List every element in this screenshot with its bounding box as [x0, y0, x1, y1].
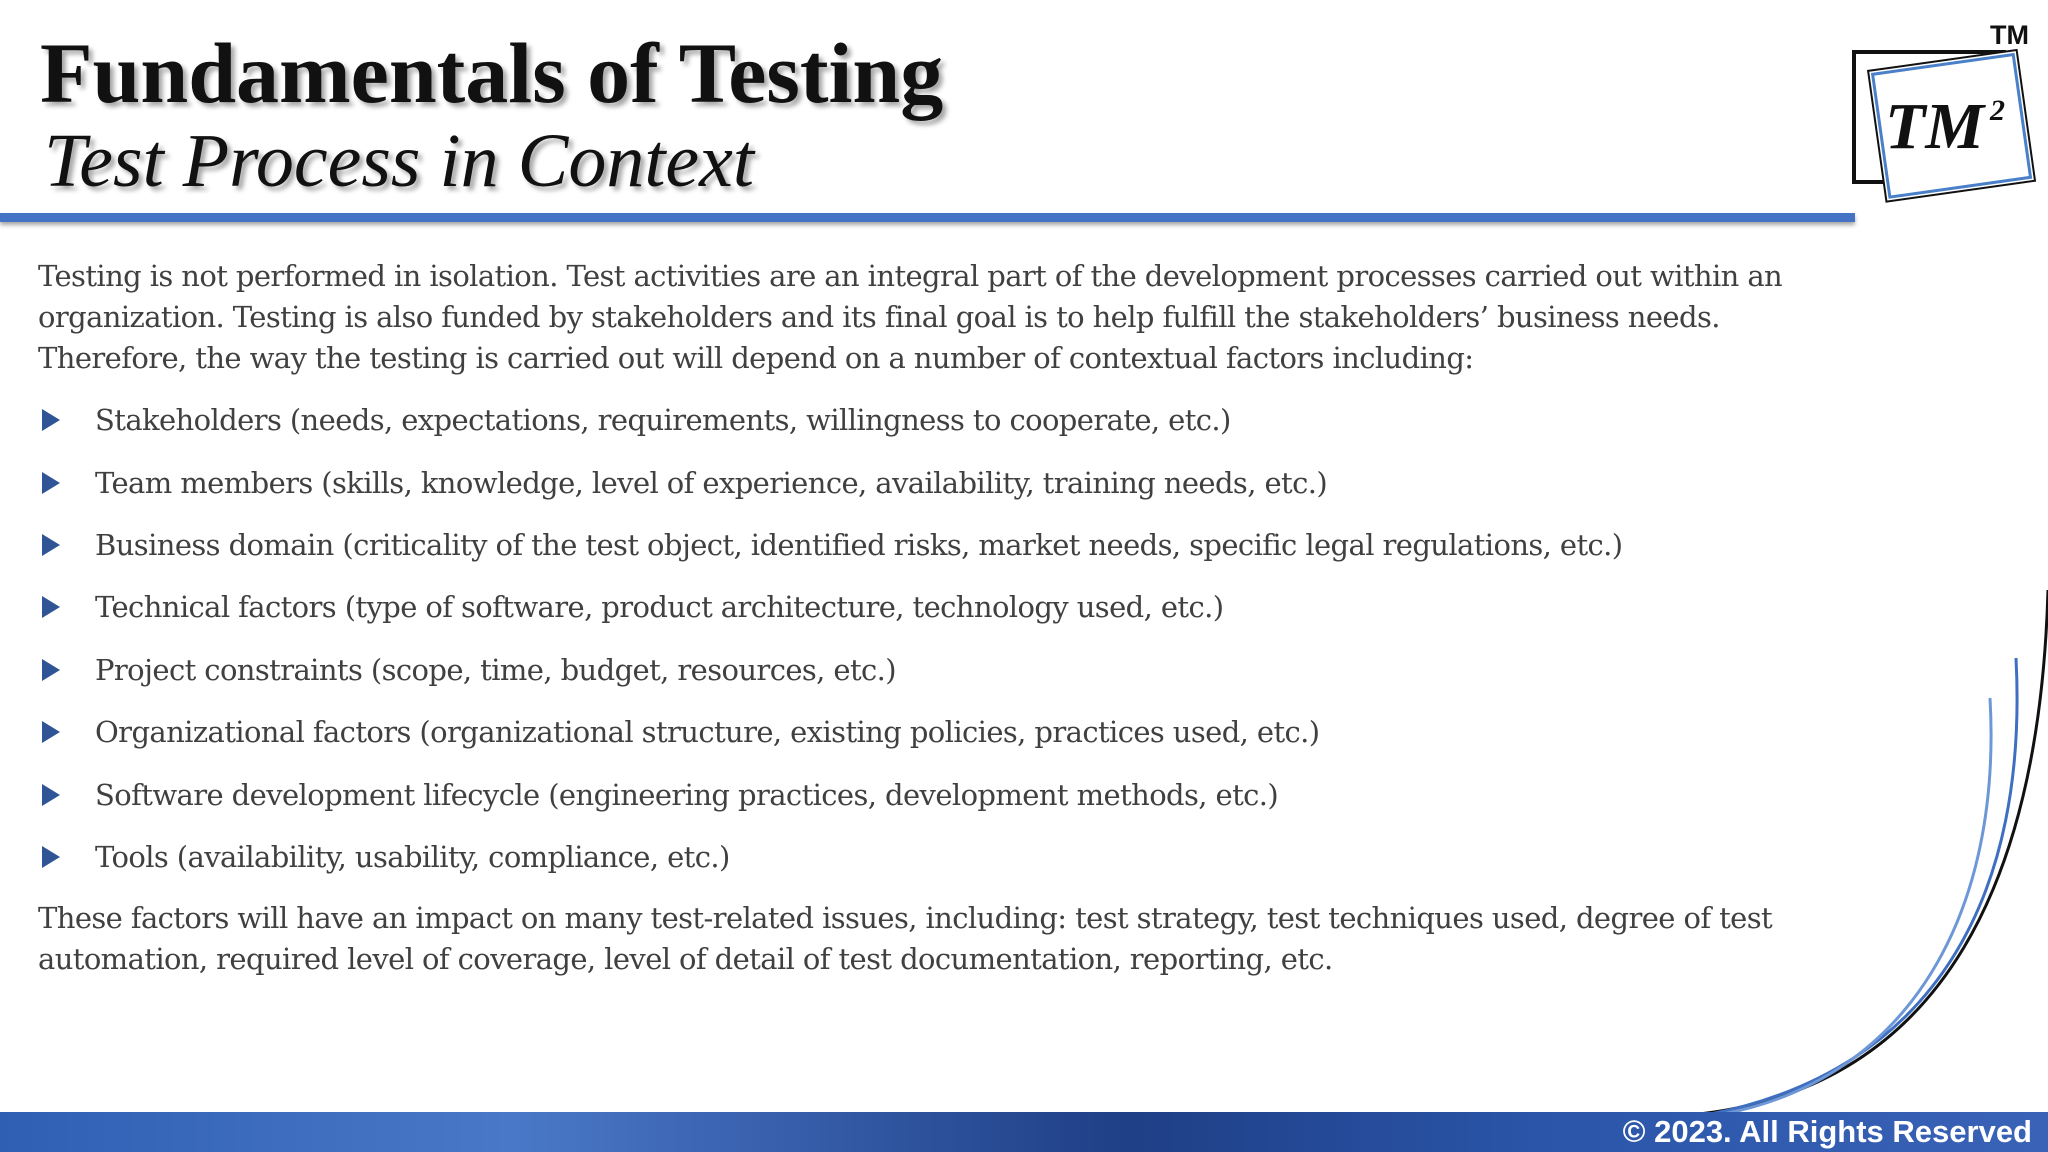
triangle-bullet-icon [42, 846, 60, 868]
slide-title: Fundamentals of Testing [40, 25, 944, 121]
list-item [38, 389, 1848, 451]
copyright-notice: © 2023. All Rights Reserved [1622, 1114, 2032, 1149]
slide-subtitle: Test Process in Context [44, 119, 755, 203]
list-item-text: Software development lifecycle (engineering practices, development methods, etc.) [95, 777, 1279, 812]
logo-text: TM [1885, 90, 1984, 163]
list-item [38, 763, 1848, 825]
list-item-text: Stakeholders (needs, expectations, requirements, willingness to cooperate, etc.) [95, 403, 1231, 438]
list-item [38, 701, 1848, 763]
list-item-text: Organizational factors (organizational structure, existing policies, practices used, etc.) [95, 715, 1320, 750]
list-item-text: Project constraints (scope, time, budget, resources, etc.) [95, 652, 897, 687]
list-item [38, 826, 1848, 888]
list-item-text: Tools (availability, usability, compliance, etc.) [95, 839, 730, 874]
list-item-text: Team members (skills, knowledge, level of experience, availability, training needs, etc.) [95, 465, 1328, 500]
list-item [38, 576, 1848, 638]
triangle-bullet-icon [42, 472, 60, 494]
triangle-bullet-icon [42, 596, 60, 618]
triangle-bullet-icon [42, 534, 60, 556]
list-item [38, 639, 1848, 701]
logo-superscript: 2 [1990, 94, 2005, 127]
triangle-bullet-icon [42, 409, 60, 431]
list-item-text: Technical factors (type of software, product architecture, technology used, etc.) [95, 590, 1224, 625]
slide-content [38, 256, 1848, 980]
triangle-bullet-icon [42, 721, 60, 743]
intro-paragraph: Testing is not performed in isolation. Test activities are an integral part of the development processes carried out within an organization. Testing is also funded by stakeholders and its final goal is to help fulfill the stakeholders’ business needs. Therefore, the way the testing is carried out will depend on a number of contextual factors including: [38, 259, 1783, 375]
triangle-bullet-icon [42, 659, 60, 681]
trademark-symbol: TM [1990, 20, 2029, 50]
list-item-text: Business domain (criticality of the test object, identified risks, market needs, specific legal regulations, etc.) [95, 527, 1623, 562]
decorative-arcs [1650, 570, 2048, 1115]
list-item [38, 514, 1848, 576]
factor-list [38, 389, 1848, 888]
triangle-bullet-icon [42, 784, 60, 806]
list-item [38, 451, 1848, 513]
closing-paragraph: These factors will have an impact on many test-related issues, including: test strategy, test techniques used, degree of test automation, required level of coverage, level of detail of test documentation, reporting, etc. [38, 901, 1773, 977]
header-divider [0, 213, 1855, 222]
footer-bar [0, 1112, 2048, 1152]
